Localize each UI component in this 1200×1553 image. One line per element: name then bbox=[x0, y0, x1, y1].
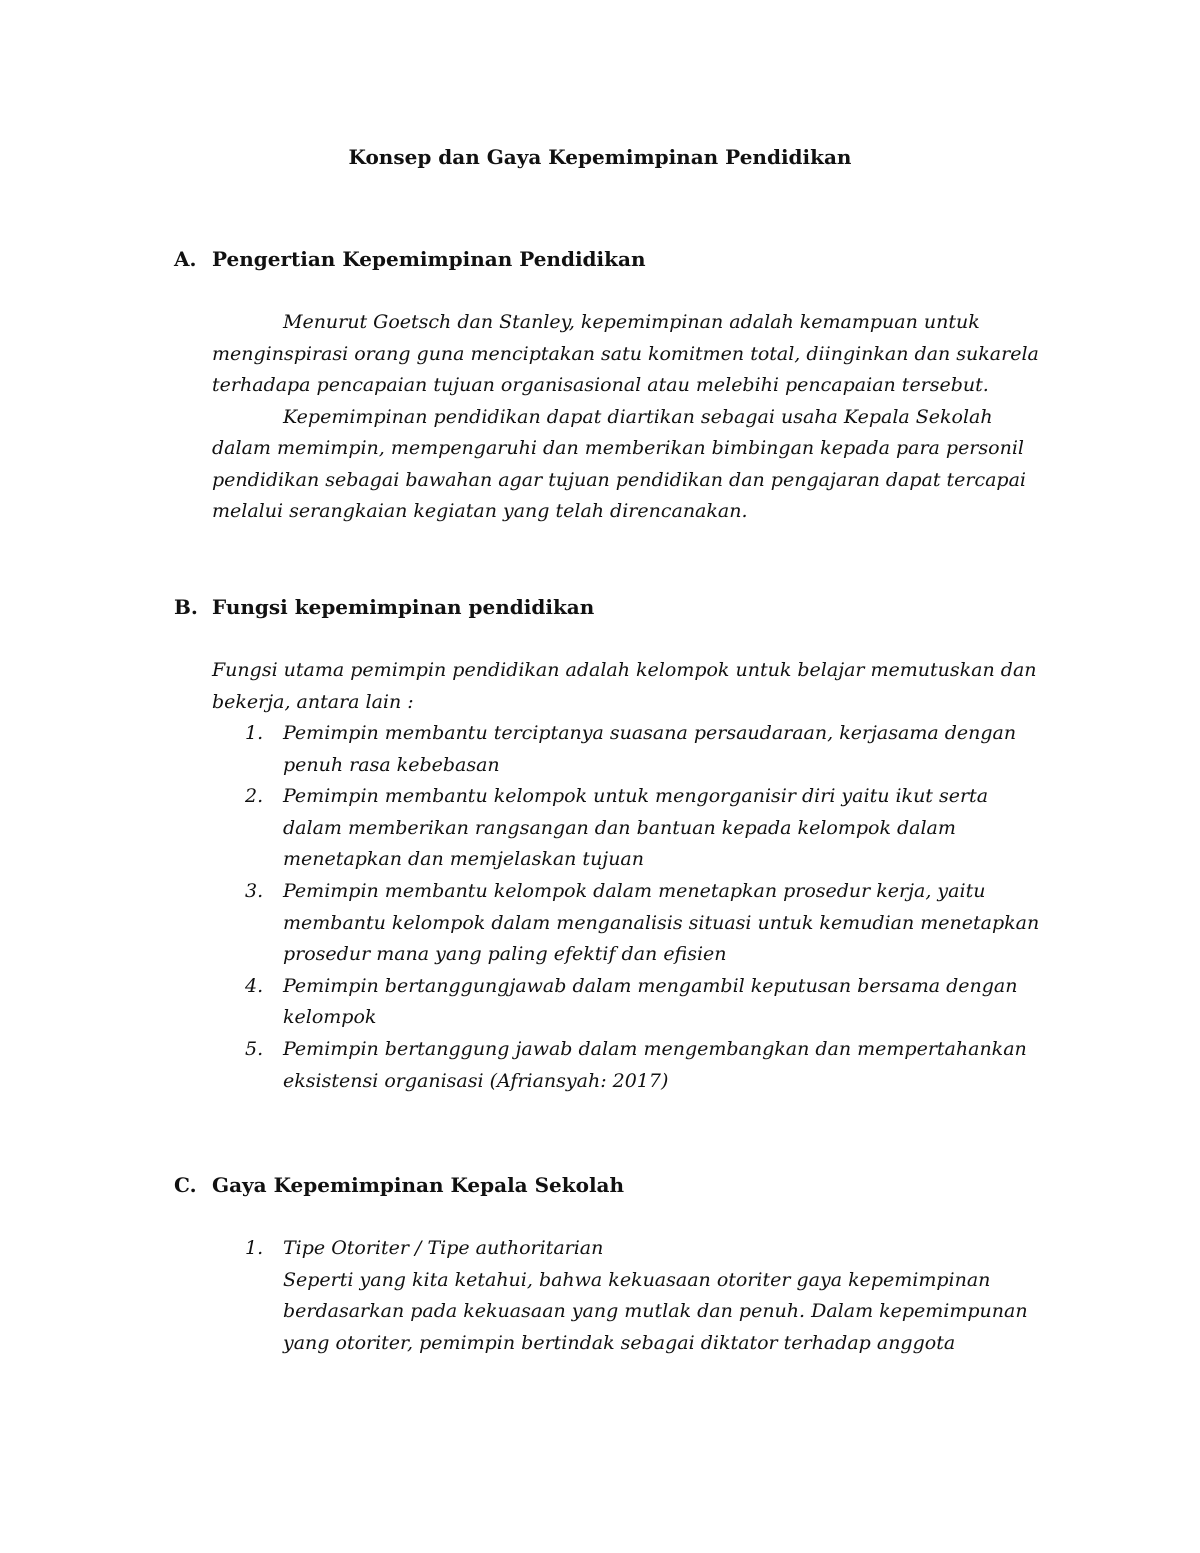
list-item: 1. Pemimpin membantu terciptanya suasana persaudaraan, kerjasama dengan penuh rasa kebebasan bbox=[212, 718, 1092, 781]
section-c-title: Gaya Kepemimpinan Kepala Sekolah bbox=[212, 1173, 625, 1197]
section-c-letter: C. bbox=[174, 1173, 197, 1197]
paragraph-line: melalui serangkaian kegiatan yang telah direncanakan. bbox=[212, 500, 748, 522]
section-b-title: Fungsi kepemimpinan pendidikan bbox=[212, 595, 595, 619]
section-a-letter: A. bbox=[174, 247, 197, 271]
list-item-number: 2. bbox=[245, 785, 264, 808]
paragraph-line: bekerja, antara lain : bbox=[212, 690, 414, 713]
list-item: 2. Pemimpin membantu kelompok untuk mengorganisir diri yaitu ikut serta dalam memberikan rangsangan dan bantuan kepada kelompok dalam menetapkan dan memjelaskan tujuan bbox=[212, 781, 1092, 876]
section-b-list bbox=[212, 718, 1092, 1097]
paragraph-line: Menurut Goetsch dan Stanley, kepemimpinan adalah kemampuan untuk bbox=[283, 311, 980, 333]
section-b-intro bbox=[212, 655, 1092, 718]
list-item: 5. Pemimpin bertanggung jawab dalam mengembangkan dan mempertahankan eksistensi organisasi (Afriansyah: 2017) bbox=[212, 1034, 1092, 1097]
paragraph-line: Fungsi utama pemimpin pendidikan adalah kelompok untuk belajar memutuskan dan bbox=[212, 659, 1037, 681]
paragraph-line: Kepemimpinan pendidikan dapat diartikan sebagai usaha Kepala Sekolah bbox=[283, 405, 993, 428]
list-item-number: 1. bbox=[245, 1237, 264, 1259]
list-item: 1. Tipe Otoriter / Tipe authoritarian Seperti yang kita ketahui, bahwa kekuasaan otoriter gaya kepemimpinan berdasarkan pada kekuasaan yang mutlak dan penuh. Dalam kepemimpunan yang otoriter, pemimpin bertindak sebagai diktator terhadap anggota bbox=[212, 1233, 1092, 1359]
paragraph-line: dalam memimpin, mempengaruhi dan memberikan bimbingan kepada para personil bbox=[212, 437, 1024, 459]
section-a-paragraph bbox=[212, 307, 1092, 528]
section-a-title: Pengertian Kepemimpinan Pendidikan bbox=[212, 247, 646, 271]
list-item: 4. Pemimpin bertanggungjawab dalam mengambil keputusan bersama dengan kelompok bbox=[212, 971, 1092, 1034]
section-a-heading bbox=[174, 245, 646, 273]
document-title: Konsep dan Gaya Kepemimpinan Pendidikan bbox=[348, 145, 852, 169]
paragraph-line: pendidikan sebagai bawahan agar tujuan pendidikan dan pengajaran dapat tercapai bbox=[212, 468, 1026, 491]
paragraph-line: menginspirasi orang guna menciptakan satu komitmen total, diinginkan dan sukarela bbox=[212, 342, 1039, 365]
list-item-number: 3. bbox=[245, 879, 264, 902]
list-item-number: 1. bbox=[245, 722, 264, 744]
section-c-list bbox=[212, 1233, 1092, 1359]
list-item-number: 4. bbox=[245, 974, 264, 997]
list-item-number: 5. bbox=[245, 1037, 264, 1060]
list-item: 3. Pemimpin membantu kelompok dalam menetapkan prosedur kerja, yaitu membantu kelompok dalam menganalisis situasi untuk kemudian menetapkan prosedur mana yang paling efektif dan efisien bbox=[212, 876, 1092, 971]
section-b-letter: B. bbox=[174, 595, 198, 619]
section-b-heading bbox=[174, 593, 594, 621]
section-c-heading bbox=[174, 1171, 624, 1199]
paragraph-line: terhadapa pencapaian tujuan organisasional atau melebihi pencapaian tersebut. bbox=[212, 374, 989, 396]
